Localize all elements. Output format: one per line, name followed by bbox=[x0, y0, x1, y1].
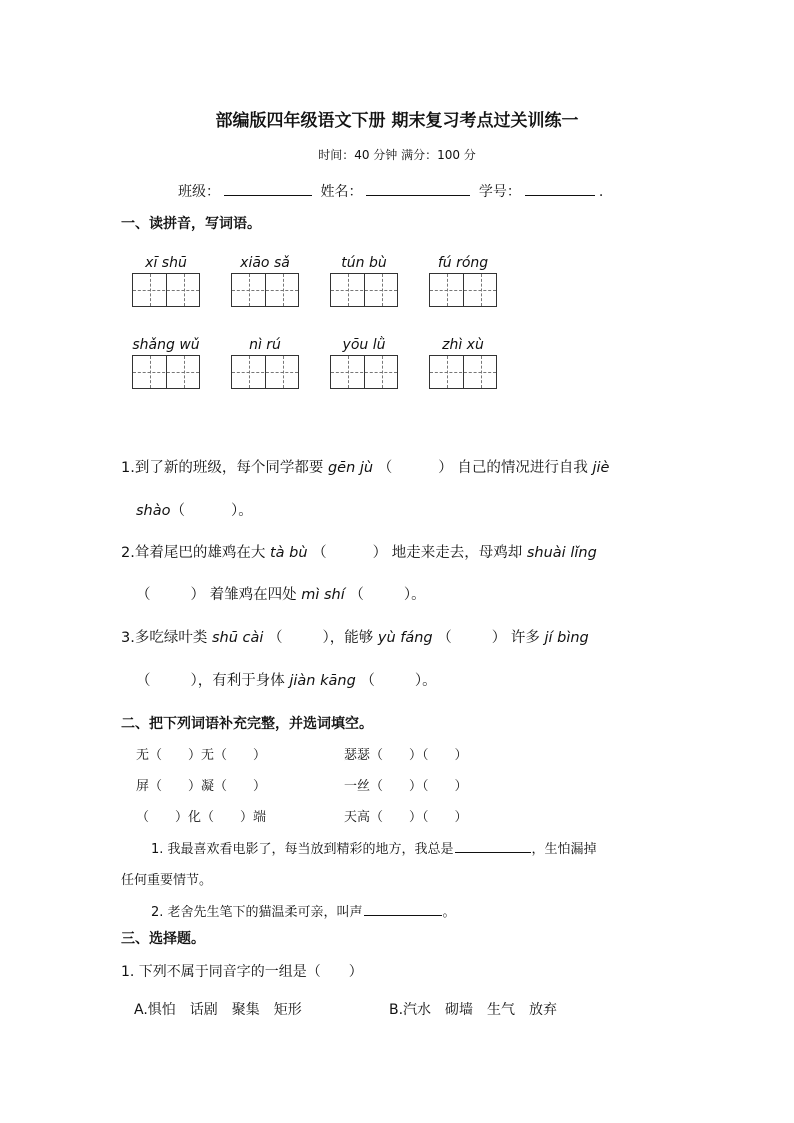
paren-left: （ bbox=[349, 587, 364, 603]
idiom-row3-left[interactable]: （ ）化（ ）端 bbox=[136, 810, 267, 825]
question-3-line1 bbox=[121, 626, 589, 647]
q3-pinyin-1: shū cài bbox=[211, 630, 264, 646]
question-2-line2 bbox=[136, 583, 426, 604]
pinyin-label: xiāo sǎ bbox=[240, 255, 290, 271]
paren-right: ） bbox=[438, 460, 453, 476]
paren-left: （ bbox=[170, 503, 186, 519]
student-info-line bbox=[178, 181, 603, 201]
writing-grid[interactable] bbox=[132, 273, 200, 307]
paren-right: ） bbox=[372, 545, 388, 561]
q3-pinyin-3: jí bìng bbox=[544, 630, 589, 646]
question-3-line2 bbox=[136, 669, 437, 690]
sentence-1-text-a: 1. 我最喜欢看电影了，每当放到精彩的地方，我总是 bbox=[151, 842, 454, 857]
q3-end: 。 bbox=[422, 673, 437, 689]
paren-left: （ bbox=[360, 673, 375, 689]
id-blank[interactable] bbox=[525, 181, 595, 196]
sentence-1-text-b: ，生怕漏掉 bbox=[531, 842, 597, 857]
pinyin-label: xī shū bbox=[145, 255, 187, 271]
end-mark: . bbox=[598, 184, 604, 200]
q3-pinyin-2: yù fáng bbox=[377, 630, 433, 646]
choice-question-1: 1. 下列不属于同音字的一组是（ ） bbox=[121, 964, 363, 980]
pinyin-label: tún bù bbox=[341, 255, 387, 271]
name-label: 姓名： bbox=[320, 184, 363, 200]
sentence-2-end: 。 bbox=[442, 905, 456, 920]
q2-end: 。 bbox=[411, 587, 426, 603]
option-b[interactable]: B.汽水 砌墙 生气 放弃 bbox=[389, 1002, 558, 1018]
section3-heading: 三、选择题。 bbox=[121, 931, 205, 947]
pinyin-label: yōu lǜ bbox=[342, 337, 386, 353]
q2-text-c: 着雏鸡在四处 bbox=[209, 587, 297, 603]
q3-text-c: 许多 bbox=[510, 630, 540, 646]
sentence-2 bbox=[151, 901, 456, 920]
writing-grid[interactable] bbox=[429, 273, 497, 307]
question-2-line1 bbox=[121, 541, 597, 562]
name-blank[interactable] bbox=[366, 181, 470, 196]
q3-text-d: ，有利于身体 bbox=[197, 673, 285, 689]
q2-pinyin-3: mì shí bbox=[301, 587, 345, 603]
writing-grid[interactable] bbox=[231, 273, 299, 307]
idiom-row1-left[interactable]: 无（ ）无（ ） bbox=[136, 748, 267, 763]
q2-pinyin-1: tà bù bbox=[269, 545, 308, 561]
paren-right: ） bbox=[491, 630, 507, 646]
q2-pinyin-2: shuài lǐng bbox=[526, 545, 597, 561]
sentence-1-cont: 任何重要情节。 bbox=[121, 873, 213, 888]
paren-right: ） bbox=[322, 630, 330, 646]
question-1-line1 bbox=[121, 456, 609, 477]
pinyin-label: zhì xù bbox=[442, 337, 484, 353]
q1-text-a: 1.到了新的班级，每个同学都要 bbox=[121, 460, 324, 476]
paren-right: ） bbox=[231, 503, 239, 519]
writing-grid[interactable] bbox=[429, 355, 497, 389]
writing-grid[interactable] bbox=[330, 355, 398, 389]
writing-grid[interactable] bbox=[231, 355, 299, 389]
q1-end: 。 bbox=[238, 503, 253, 519]
class-label: 班级： bbox=[178, 184, 220, 200]
q2-text-b: 地走来走去，母鸡却 bbox=[391, 545, 523, 561]
writing-grid[interactable] bbox=[330, 273, 398, 307]
paren-right: ） bbox=[403, 587, 412, 603]
paren-left: （ bbox=[136, 587, 151, 603]
paren-left: （ bbox=[437, 630, 452, 646]
idiom-row1-right[interactable]: 瑟瑟（ ）（ ） bbox=[344, 748, 468, 763]
q3-text-b: ，能够 bbox=[329, 630, 374, 646]
q3-text-a: 3.多吃绿叶类 bbox=[121, 630, 208, 646]
q1-pinyin-2b: shào bbox=[136, 503, 171, 519]
section2-heading: 二、把下列词语补充完整，并选词填空。 bbox=[121, 716, 373, 732]
q1-text-b: 自己的情况进行自我 bbox=[457, 460, 588, 476]
paren-right: ） bbox=[190, 587, 205, 603]
sentence-1-blank[interactable] bbox=[455, 838, 531, 853]
q1-pinyin-2a: jiè bbox=[592, 460, 610, 476]
page-title: 部编版四年级语文下册 期末复习考点过关训练一 bbox=[215, 111, 579, 131]
paren-left: （ bbox=[136, 673, 151, 689]
idiom-row3-right[interactable]: 天高（ ）（ ） bbox=[344, 810, 468, 825]
section1-heading: 一、读拼音，写词语。 bbox=[121, 216, 261, 232]
option-a[interactable]: A.惧怕 话剧 聚集 矩形 bbox=[134, 1002, 302, 1018]
pinyin-label: fú róng bbox=[437, 255, 489, 271]
sentence-2-blank[interactable] bbox=[364, 901, 442, 916]
pinyin-label: shǎng wǔ bbox=[132, 337, 200, 353]
pinyin-label: nì rú bbox=[249, 337, 281, 353]
exam-time-score: 时间：40 分钟 满分：100 分 bbox=[318, 148, 476, 162]
paren-left: （ bbox=[312, 545, 327, 561]
id-label: 学号： bbox=[478, 184, 521, 200]
q2-text-a: 2.耸着尾巴的雄鸡在大 bbox=[121, 545, 266, 561]
idiom-row2-right[interactable]: 一丝（ ）（ ） bbox=[344, 779, 468, 794]
paren-right: ） bbox=[414, 673, 423, 689]
q1-pinyin-1: gēn jù bbox=[327, 460, 374, 476]
paren-left: （ bbox=[268, 630, 283, 646]
question-1-line2 bbox=[136, 499, 253, 520]
sentence-1 bbox=[151, 838, 597, 857]
q3-pinyin-4: jiàn kāng bbox=[289, 673, 356, 689]
sentence-2-text-a: 2. 老舍先生笔下的猫温柔可亲，叫声 bbox=[151, 905, 363, 920]
paren-right: ） bbox=[190, 673, 198, 689]
class-blank[interactable] bbox=[224, 181, 312, 196]
idiom-row2-left[interactable]: 屏（ ）凝（ ） bbox=[136, 779, 267, 794]
paren-left: （ bbox=[377, 460, 393, 476]
writing-grid[interactable] bbox=[132, 355, 200, 389]
